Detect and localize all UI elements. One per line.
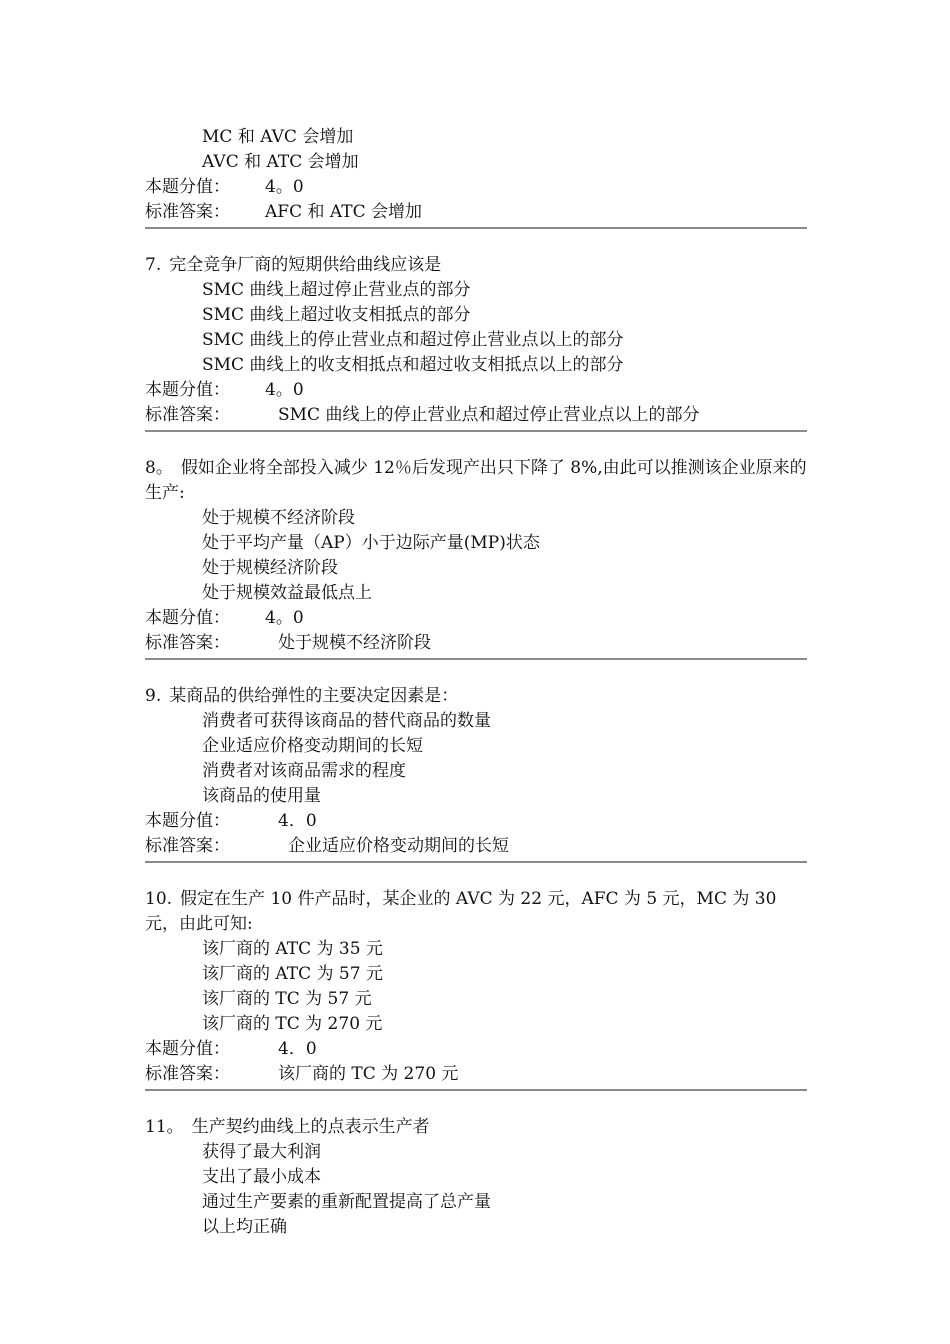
option-item: SMC 曲线上的收支相抵点和超过收支相抵点以上的部分 xyxy=(202,355,624,375)
divider xyxy=(145,861,807,863)
option-item: 处于平均产量（AP）小于边际产量(MP)状态 xyxy=(202,533,540,553)
divider xyxy=(145,227,807,229)
score-row xyxy=(145,378,807,403)
score-label: 本题分值： xyxy=(145,608,230,628)
question-text xyxy=(145,456,807,506)
answer-row xyxy=(145,403,807,428)
question-7 xyxy=(145,253,807,432)
question-stem: 生产契约曲线上的点表示生产者 xyxy=(191,1117,430,1137)
question-number: 9. xyxy=(145,686,162,706)
question-11 xyxy=(145,1115,807,1240)
option-item: 该厂商的 ATC 为 35 元 xyxy=(202,939,383,959)
option-item: 获得了最大利润 xyxy=(202,1142,321,1162)
question-stem: 假如企业将全部投入减少 12％后发现产出只下降了 8%,由此可以推测该企业原来的生产: xyxy=(145,458,807,503)
answer-label: 标准答案： xyxy=(145,202,230,222)
answer-row xyxy=(145,631,807,656)
option-item: 企业适应价格变动期间的长短 xyxy=(202,736,423,756)
answer-label: 标准答案： xyxy=(145,836,230,856)
divider xyxy=(145,1089,807,1091)
score-row xyxy=(145,606,807,631)
score-label: 本题分值： xyxy=(145,380,230,400)
answer-row xyxy=(145,1062,807,1087)
option-item: 处于规模不经济阶段 xyxy=(202,508,355,528)
question-partial xyxy=(145,125,807,229)
score-value: 4。0 xyxy=(265,177,304,197)
option-item: 消费者可获得该商品的替代商品的数量 xyxy=(202,711,491,731)
option-item: AVC 和 ATC 会增加 xyxy=(202,152,359,172)
score-row xyxy=(145,175,807,200)
answer-value: 企业适应价格变动期间的长短 xyxy=(288,836,509,856)
answer-value: SMC 曲线上的停止营业点和超过停止营业点以上的部分 xyxy=(278,405,700,425)
option-item: SMC 曲线上超过收支相抵点的部分 xyxy=(202,305,471,325)
question-text xyxy=(145,684,807,709)
question-text xyxy=(145,253,807,278)
option-item: 该厂商的 TC 为 57 元 xyxy=(202,989,372,1009)
document-page xyxy=(145,125,807,1240)
option-item: 该厂商的 TC 为 270 元 xyxy=(202,1014,383,1034)
score-value: 4。0 xyxy=(265,608,304,628)
divider xyxy=(145,658,807,660)
option-item: SMC 曲线上超过停止营业点的部分 xyxy=(202,280,471,300)
answer-label: 标准答案： xyxy=(145,405,230,425)
option-item: SMC 曲线上的停止营业点和超过停止营业点以上的部分 xyxy=(202,330,624,350)
answer-value: AFC 和 ATC 会增加 xyxy=(265,202,422,222)
divider xyxy=(145,430,807,432)
question-number: 10. xyxy=(145,889,173,909)
option-item: 处于规模经济阶段 xyxy=(202,558,338,578)
answer-label: 标准答案： xyxy=(145,633,230,653)
question-text xyxy=(145,887,807,937)
question-number: 8。 xyxy=(145,458,173,478)
answer-label: 标准答案： xyxy=(145,1064,230,1084)
question-text xyxy=(145,1115,807,1140)
option-item: 支出了最小成本 xyxy=(202,1167,321,1187)
question-9 xyxy=(145,684,807,863)
question-number: 7. xyxy=(145,255,162,275)
option-item: 通过生产要素的重新配置提高了总产量 xyxy=(202,1192,491,1212)
option-item: 该商品的使用量 xyxy=(202,786,321,806)
option-item: 以上均正确 xyxy=(202,1217,287,1237)
question-stem: 假定在生产 10 件产品时，某企业的 AVC 为 22 元，AFC 为 5 元，MC 为 30 元，由此可知: xyxy=(145,889,777,934)
score-label: 本题分值： xyxy=(145,1039,230,1059)
question-stem: 某商品的供给弹性的主要决定因素是： xyxy=(169,686,459,706)
option-item: 该厂商的 ATC 为 57 元 xyxy=(202,964,383,984)
question-10 xyxy=(145,887,807,1091)
score-label: 本题分值： xyxy=(145,177,230,197)
score-value: 4．0 xyxy=(278,811,317,831)
answer-row xyxy=(145,200,807,225)
question-8 xyxy=(145,456,807,660)
score-row xyxy=(145,1037,807,1062)
question-stem: 完全竞争厂商的短期供给曲线应该是 xyxy=(169,255,442,275)
option-item: MC 和 AVC 会增加 xyxy=(202,127,354,147)
score-row xyxy=(145,809,807,834)
answer-value: 处于规模不经济阶段 xyxy=(278,633,431,653)
option-item: 消费者对该商品需求的程度 xyxy=(202,761,406,781)
score-value: 4．0 xyxy=(278,1039,317,1059)
option-item: 处于规模效益最低点上 xyxy=(202,583,372,603)
question-number: 11。 xyxy=(145,1117,184,1137)
answer-row xyxy=(145,834,807,859)
score-value: 4。0 xyxy=(265,380,304,400)
score-label: 本题分值： xyxy=(145,811,230,831)
answer-value: 该厂商的 TC 为 270 元 xyxy=(278,1064,459,1084)
